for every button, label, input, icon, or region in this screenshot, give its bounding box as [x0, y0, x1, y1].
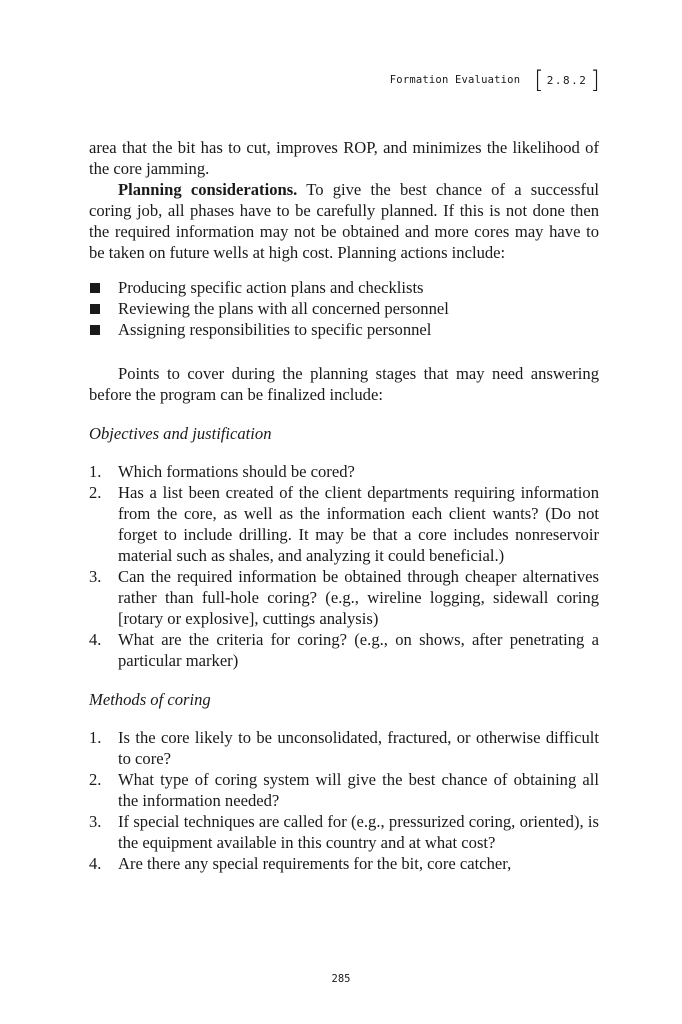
list-item: 4. Are there any special requirements for the bit, core catcher, [89, 854, 512, 873]
list-item: 4. What are the criteria for coring? (e.g., on shows, after penetrating a particular marker) [89, 630, 599, 670]
planning-actions-list [89, 277, 599, 340]
running-header [390, 68, 600, 92]
list-item: 3. Can the required information be obtained through cheaper alternatives rather than full-hole coring? (e.g., wireline logging, sidewall coring [rotary or explosive], cuttings analysis) [89, 567, 599, 628]
section-marker [534, 68, 600, 92]
square-bullet-icon [90, 304, 100, 314]
methods-list [89, 727, 599, 874]
list-item: 1. Is the core likely to be unconsolidated, fractured, or otherwise difficult to core? [89, 728, 599, 768]
planning-lead: Planning considerations. [118, 180, 298, 199]
continuation-paragraph: area that the bit has to cut, improves ROP, and minimizes the likelihood of the core jamming. [89, 138, 599, 178]
points-intro-paragraph: Points to cover during the planning stages that may need answering before the program can be finalized include: [89, 364, 599, 404]
square-bullet-icon [90, 283, 100, 293]
list-item: Reviewing the plans with all concerned personnel [89, 298, 599, 319]
objectives-list [89, 461, 599, 671]
running-title: Formation Evaluation [389, 74, 521, 86]
planning-paragraph [89, 179, 599, 263]
list-item: 3. If special techniques are called for (e.g., pressurized coring, oriented), is the equipment available in this country and at what cost? [89, 812, 599, 852]
body-text [89, 137, 599, 874]
open-bracket: [ [534, 66, 544, 94]
planning-body: To give the best chance of a successful coring job, all phases have to be carefully planned. If this is not done then the required information may not be obtained and more cores may have to be taken on future wells at high cost. Planning actions include: [89, 180, 599, 262]
list-item: 1. Which formations should be cored? [89, 462, 355, 481]
list-item: Producing specific action plans and checklists [89, 277, 599, 298]
close-bracket: ] [590, 66, 600, 94]
section-number: 2.8.2 [546, 73, 588, 87]
objectives-heading: Objectives and justification [89, 424, 272, 443]
list-item: 2. Has a list been created of the client departments requiring information from the core, as well as the information each client wants? (Do not forget to include drilling. It may be that a core includes nonreservoir material such as shales, and analyzing it could beneficial.) [89, 483, 599, 565]
square-bullet-icon [90, 325, 100, 335]
list-item: Assigning responsibilities to specific personnel [89, 319, 599, 340]
methods-heading: Methods of coring [89, 690, 211, 709]
list-item: 2. What type of coring system will give the best chance of obtaining all the information needed? [89, 770, 599, 810]
page-number: 285 [331, 973, 351, 985]
